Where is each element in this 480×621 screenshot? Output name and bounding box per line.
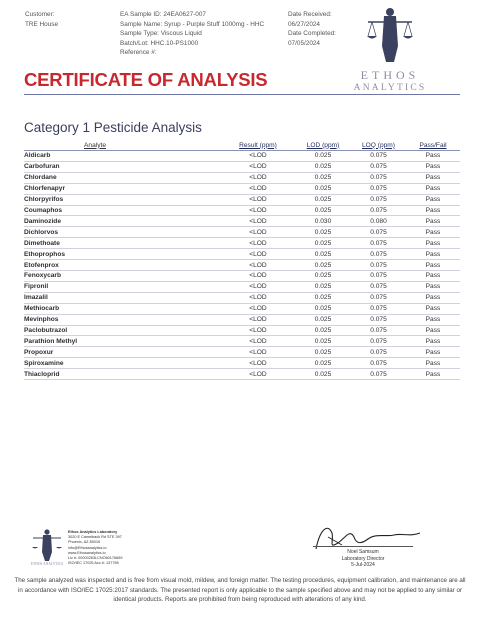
cell-result: <LOD — [249, 337, 267, 345]
cell-lod: 0.025 — [314, 326, 332, 334]
cell-loq: 0.075 — [370, 250, 387, 258]
cell-lod: 0.025 — [314, 359, 332, 367]
lab-accreditation: ISO/IEC 17025 Acc #: 137798 — [68, 561, 119, 566]
cell-analyte: Daminozide — [24, 217, 62, 225]
title-divider — [24, 94, 460, 95]
cell-result: <LOD — [249, 283, 267, 291]
date-received-value: 06/27/2024 — [288, 20, 320, 28]
cell-loq: 0.075 — [370, 370, 387, 378]
cell-analyte: Mevinphos — [24, 316, 59, 324]
table-row — [24, 151, 460, 162]
cell-loq: 0.075 — [370, 359, 387, 367]
header-result: Result (ppm) — [239, 141, 277, 149]
cell-loq: 0.075 — [370, 337, 387, 345]
table-header-row — [24, 140, 460, 151]
cell-loq: 0.080 — [370, 217, 387, 225]
lab-street: 3020 E Camelback Rd STE 397 — [68, 535, 122, 540]
cell-result: <LOD — [249, 196, 267, 204]
table-row — [24, 260, 460, 271]
table-row — [24, 238, 460, 249]
cell-result: <LOD — [249, 294, 267, 302]
cell-pass-fail: Pass — [425, 163, 441, 171]
cell-pass-fail: Pass — [425, 294, 441, 302]
date-completed-value: 07/05/2024 — [288, 39, 320, 47]
table-row — [24, 347, 460, 358]
cell-pass-fail: Pass — [425, 272, 441, 280]
cell-pass-fail: Pass — [425, 239, 441, 247]
signature-line — [313, 546, 413, 547]
cell-analyte: Spiroxamine — [24, 359, 64, 367]
table-row — [24, 173, 460, 184]
cell-pass-fail: Pass — [425, 185, 441, 193]
cell-pass-fail: Pass — [425, 283, 441, 291]
cell-analyte: Methiocarb — [24, 305, 60, 313]
table-row — [24, 249, 460, 260]
table-row — [24, 216, 460, 227]
cell-loq: 0.075 — [370, 348, 387, 356]
cell-lod: 0.025 — [314, 305, 332, 313]
cell-pass-fail: Pass — [425, 261, 441, 269]
table-row — [24, 195, 460, 206]
cell-loq: 0.075 — [370, 283, 387, 291]
cell-loq: 0.075 — [370, 228, 387, 236]
lab-email[interactable]: info@Ethosanalytics.io — [68, 545, 107, 550]
logo-subtitle: ANALYTICS — [353, 83, 427, 93]
lab-license: Lic #: 00000263LCNO60176669 — [68, 556, 123, 561]
signer-name: Noel Samsum — [347, 549, 379, 555]
cell-analyte: Dichlorvos — [24, 228, 59, 236]
cell-loq: 0.075 — [370, 272, 387, 280]
cell-analyte: Chlordane — [24, 174, 57, 182]
cell-result: <LOD — [249, 370, 267, 378]
cell-pass-fail: Pass — [425, 348, 441, 356]
document-title: CERTIFICATE OF ANALYSIS — [24, 69, 268, 90]
section-title: Category 1 Pesticide Analysis — [24, 120, 202, 135]
table-row — [24, 271, 460, 282]
cell-lod: 0.025 — [314, 283, 332, 291]
cell-lod: 0.025 — [314, 228, 332, 236]
cell-loq: 0.075 — [370, 152, 387, 160]
signer-block — [313, 549, 413, 569]
cell-lod: 0.025 — [314, 250, 332, 258]
cell-analyte: Aldicarb — [24, 152, 51, 160]
cell-analyte: Etofenprox — [24, 261, 59, 269]
cell-lod: 0.025 — [314, 272, 332, 280]
signer-title: Laboratory Director — [341, 555, 385, 562]
cell-loq: 0.075 — [370, 316, 387, 324]
cell-pass-fail: Pass — [425, 326, 441, 334]
cell-result: <LOD — [249, 174, 267, 182]
reference-number: Reference #: — [120, 49, 157, 57]
header-loq: LOQ (ppm) — [362, 141, 395, 149]
cell-loq: 0.075 — [370, 239, 387, 247]
cell-analyte: Thiacloprid — [24, 370, 60, 378]
cell-pass-fail: Pass — [425, 316, 441, 324]
cell-pass-fail: Pass — [425, 217, 441, 225]
cell-lod: 0.025 — [314, 337, 332, 345]
cell-analyte: Dimethoate — [24, 239, 60, 247]
batch-lot: Batch/Lot: HHC.10-PS1000 — [120, 39, 199, 47]
cell-loq: 0.075 — [370, 196, 387, 204]
cell-analyte: Fipronil — [24, 283, 49, 291]
cell-result: <LOD — [249, 239, 267, 247]
lab-address — [68, 530, 122, 566]
cell-result: <LOD — [249, 316, 267, 324]
footer-logo-icon — [30, 528, 64, 566]
header-pass-fail: Pass/Fail — [419, 141, 447, 149]
table-row — [24, 304, 460, 315]
cell-loq: 0.075 — [370, 174, 387, 182]
cell-analyte: Paclobutrazol — [24, 326, 68, 334]
cell-result: <LOD — [249, 261, 267, 269]
cell-analyte: Propoxur — [24, 348, 54, 356]
table-row — [24, 162, 460, 173]
table-row — [24, 315, 460, 326]
cell-lod: 0.025 — [314, 163, 332, 171]
customer-info — [25, 10, 58, 29]
cell-result: <LOD — [249, 305, 267, 313]
lab-website[interactable]: www.Ethosanalytics.io — [68, 550, 106, 555]
cell-lod: 0.025 — [314, 316, 332, 324]
logo-name: ETHOS — [360, 68, 420, 82]
customer-label: Customer: — [25, 11, 55, 18]
table-row — [24, 206, 460, 217]
cell-result: <LOD — [249, 163, 267, 171]
cell-lod: 0.030 — [314, 217, 332, 225]
table-row — [24, 282, 460, 293]
date-info — [288, 10, 336, 48]
cell-lod: 0.025 — [314, 294, 332, 302]
cell-analyte: Ethoprophos — [24, 250, 66, 258]
cell-lod: 0.025 — [314, 185, 332, 193]
sample-name: Sample Name: Syrup - Purple Stuff 1000mg - HHC — [120, 20, 265, 28]
cell-result: <LOD — [249, 250, 267, 258]
cell-result: <LOD — [249, 217, 267, 225]
header-lod: LOD (ppm) — [306, 141, 340, 149]
cell-analyte: Parathion Methyl — [24, 337, 78, 345]
cell-lod: 0.025 — [314, 174, 332, 182]
table-row — [24, 336, 460, 347]
cell-analyte: Chlorfenapyr — [24, 185, 66, 193]
cell-pass-fail: Pass — [425, 359, 441, 367]
table-row — [24, 326, 460, 337]
cell-pass-fail: Pass — [425, 337, 441, 345]
cell-pass-fail: Pass — [425, 152, 441, 160]
disclaimer-text: The sample analyzed was inspected and is free from visual mold, mildew, and foreign matter. The testing procedures, equipment calibration, and maintenance are all in accordance with ISO/IEC 17025:2017 standards. The presented report is only applicable to the sample specified above and may not be applied to any similar or identical products. Reports are prohibited from being reproduced with alterations of any kind. — [14, 577, 466, 604]
table-row — [24, 358, 460, 369]
table-row — [24, 293, 460, 304]
date-received-label: Date Received: — [288, 11, 332, 18]
footer-logo-text: ETHOS ANALYTICS — [30, 562, 64, 566]
cell-result: <LOD — [249, 185, 267, 193]
cell-analyte: Imazalil — [24, 294, 48, 302]
cell-analyte: Fenoxycarb — [24, 272, 62, 280]
cell-pass-fail: Pass — [425, 206, 441, 214]
cell-loq: 0.075 — [370, 163, 387, 171]
cell-pass-fail: Pass — [425, 305, 441, 313]
cell-analyte: Coumaphos — [24, 206, 63, 214]
cell-loq: 0.075 — [370, 305, 387, 313]
cell-loq: 0.075 — [370, 326, 387, 334]
table-body — [24, 151, 460, 380]
cell-loq: 0.075 — [370, 261, 387, 269]
header-analyte: Analyte — [84, 141, 106, 149]
scales-of-justice-icon — [364, 6, 416, 66]
table-row — [24, 184, 460, 195]
lab-city: Phoenix, AZ 85016 — [68, 540, 101, 545]
cell-result: <LOD — [249, 359, 267, 367]
cell-result: <LOD — [249, 326, 267, 334]
cell-lod: 0.025 — [314, 370, 332, 378]
cell-loq: 0.075 — [370, 206, 387, 214]
cell-pass-fail: Pass — [425, 370, 441, 378]
cell-analyte: Chlorpyrifos — [24, 196, 64, 204]
cell-lod: 0.025 — [314, 206, 332, 214]
cell-result: <LOD — [249, 152, 267, 160]
cell-loq: 0.075 — [370, 294, 387, 302]
pesticide-table — [24, 140, 460, 380]
cell-pass-fail: Pass — [425, 228, 441, 236]
cell-pass-fail: Pass — [425, 196, 441, 204]
cell-lod: 0.025 — [314, 239, 332, 247]
cell-pass-fail: Pass — [425, 174, 441, 182]
cell-result: <LOD — [249, 348, 267, 356]
sample-type: Sample Type: Viscous Liquid — [120, 30, 202, 38]
cell-lod: 0.025 — [314, 261, 332, 269]
cell-lod: 0.025 — [314, 348, 332, 356]
cell-result: <LOD — [249, 272, 267, 280]
ethos-logo — [330, 6, 450, 98]
cell-result: <LOD — [249, 228, 267, 236]
table-row — [24, 227, 460, 238]
sample-id: EA Sample ID: 24EA0627-007 — [120, 11, 206, 18]
date-completed-label: Date Completed: — [288, 30, 336, 38]
sample-info — [120, 10, 264, 58]
cell-loq: 0.075 — [370, 185, 387, 193]
cell-pass-fail: Pass — [425, 250, 441, 258]
lab-name: Ethos Analytics Laboratory — [68, 530, 118, 534]
cell-analyte: Carbofuran — [24, 163, 60, 171]
sign-date: 5-Jul-2024 — [351, 562, 375, 569]
table-row — [24, 369, 460, 380]
customer-value: TRE House — [25, 20, 59, 28]
cell-lod: 0.025 — [314, 196, 332, 204]
cell-result: <LOD — [249, 206, 267, 214]
cell-lod: 0.025 — [314, 152, 332, 160]
